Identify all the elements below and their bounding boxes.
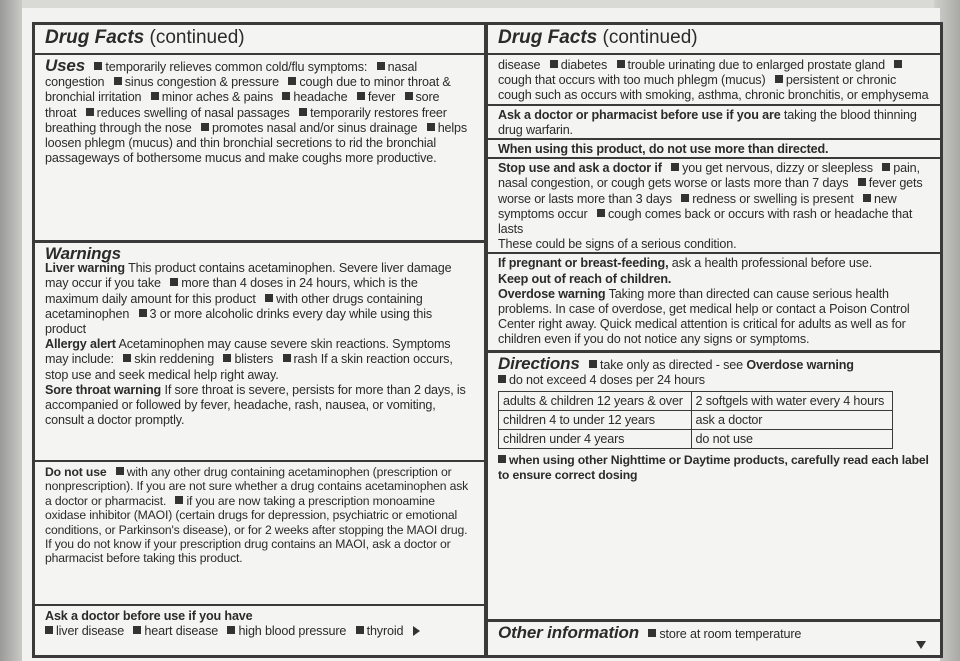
panel-header [488, 25, 940, 55]
box-edge-left [0, 0, 22, 661]
bullet-icon [116, 467, 124, 475]
bullet-icon [175, 496, 183, 504]
bullet-icon [227, 626, 235, 634]
bullet-icon [863, 194, 871, 202]
bullet-icon [617, 60, 625, 68]
ask-pharmacist-section [488, 104, 940, 138]
bullet-icon [671, 163, 679, 171]
table-cell: 2 softgels with water every 4 hours [691, 392, 892, 411]
bullet-icon [357, 92, 365, 100]
ask-doctor-item: thyroid [366, 624, 404, 639]
uses-item: nasal congestion [45, 60, 417, 90]
allergy-item: skin reddening [134, 352, 215, 367]
table-cell: do not use [691, 430, 892, 449]
allergy-alert-tail: If a skin reaction occurs, stop use and seek medical help right away. [45, 352, 453, 382]
sore-throat-title: Sore throat warning [45, 382, 162, 397]
bullet-icon [589, 360, 597, 368]
stop-use-item: cough comes back or occurs with rash or headache that lasts [498, 206, 913, 237]
ask-doctor-item: diabetes [560, 58, 608, 72]
liver-item: with other drugs containing acetaminophen [45, 291, 423, 321]
ask-doctor-section [35, 604, 484, 641]
table-cell: children under 4 years [499, 430, 692, 449]
continue-arrow-icon [413, 626, 420, 636]
bullet-icon [498, 455, 506, 463]
allergy-alert [45, 337, 474, 383]
uses-item: helps loosen phlegm (mucus) and thin bronchial secretions to rid the bronchial passageways of bothersome mucus and make coughs more productive. [45, 120, 468, 166]
bullet-icon [597, 209, 605, 217]
table-row [499, 411, 893, 430]
uses-item: headache [293, 90, 348, 105]
bullet-icon [405, 92, 413, 100]
liver-item: more than 4 doses in 24 hours, which is the maximum daily amount for this product [45, 276, 418, 306]
table-cell: ask a doctor [691, 411, 892, 430]
overdose-title: Overdose warning [498, 286, 606, 301]
bullet-icon [133, 626, 141, 634]
liver-item: 3 or more alcoholic drinks every day while using this product [45, 306, 433, 337]
bullet-icon [498, 375, 506, 383]
pregnancy-text: ask a health professional before use. [671, 256, 873, 271]
directions-item: do not exceed 4 doses per 24 hours [509, 372, 705, 387]
continued-label: (continued) [149, 27, 245, 48]
do-not-use-section [35, 460, 484, 604]
other-information-text: store at room temperature [659, 627, 802, 641]
bullet-icon [94, 62, 102, 70]
bullet-icon [377, 62, 385, 70]
bullet-icon [123, 354, 131, 362]
bullet-icon [858, 178, 866, 186]
bullet-icon [139, 309, 147, 317]
sore-throat-text: If sore throat is severe, persists for more than 2 days, is accompanied or followed by fever, headache, rash, nausea, or vomiting, consult a doctor promptly. [45, 382, 466, 428]
ask-pharmacist-title: Ask a doctor or pharmacist before use if you are [498, 107, 781, 122]
allergy-alert-title: Allergy alert [45, 337, 116, 352]
stop-use-section [488, 157, 940, 252]
ask-doctor-continued [488, 55, 940, 350]
uses-item: fever [367, 90, 396, 105]
continued-label: (continued) [602, 27, 698, 48]
other-information-section [488, 619, 940, 655]
liver-warning-text: This product contains acetaminophen. Severe liver damage may occur if you take [45, 261, 452, 291]
directions-item: take only as directed - see [600, 357, 743, 372]
bullet-icon [283, 354, 291, 362]
uses-item: reduces swelling of nasal passages [96, 105, 290, 120]
when-using-section: When using this product, do not use more than directed. [488, 138, 940, 157]
uses-heading: Uses [45, 56, 86, 75]
bullet-icon [282, 92, 290, 100]
liver-warning [45, 261, 474, 337]
ask-doctor-item: persistent or chronic cough such as occurs with smoking, asthma, chronic bronchitis, or emphysema [498, 73, 929, 103]
uses-item: minor aches & pains [161, 90, 274, 105]
uses-item: sore throat [45, 90, 440, 120]
ask-pharmacist-text: taking the blood thinning drug warfarin. [498, 107, 917, 137]
stop-use-item: pain, nasal congestion, or cough gets worse or lasts more than 7 days [498, 161, 920, 191]
drug-facts-title: Drug Facts [45, 27, 145, 48]
panel-header [35, 25, 484, 55]
drug-facts-panel-right [485, 22, 943, 658]
ask-doctor-title: Ask a doctor before use if you have [45, 609, 253, 623]
pregnancy-title: If pregnant or breast-feeding, [498, 256, 669, 271]
stop-use-title: Stop use and ask a doctor if [498, 161, 662, 176]
directions-section [488, 350, 940, 486]
bullet-icon [299, 108, 307, 116]
stop-use-tail: These could be signs of a serious condition. [498, 237, 737, 252]
do-not-use-item: with any other drug containing acetaminophen (prescription or nonprescription). If you are not sure whether a drug contains acetaminophen ask a doctor or pharmacist. [45, 465, 469, 508]
directions-overdose-ref: Overdose warning [746, 357, 854, 372]
bullet-icon [894, 60, 902, 68]
stop-use-item: redness or swelling is present [692, 191, 854, 206]
bullet-icon [170, 278, 178, 286]
stop-use-item: new symptoms occur [498, 191, 897, 221]
liver-warning-title: Liver warning [45, 261, 125, 276]
bullet-icon [114, 77, 122, 85]
ask-doctor-item: liver disease [56, 624, 125, 639]
stop-use-item: you get nervous, dizzy or sleepless [682, 161, 873, 176]
bullet-icon [775, 75, 783, 83]
ask-doctor-item: high blood pressure [238, 624, 347, 639]
uses-item: temporarily restores freer breathing through the nose [45, 105, 447, 135]
sore-throat-warning [45, 383, 474, 429]
drug-facts-title: Drug Facts [498, 27, 598, 48]
directions-note [498, 453, 930, 483]
uses-item: promotes nasal and/or sinus drainage [212, 120, 418, 135]
pregnancy-section [488, 252, 940, 347]
bullet-icon [648, 629, 656, 637]
uses-section [35, 55, 484, 240]
ask-doctor-item: disease [498, 58, 541, 72]
bullet-icon [427, 123, 435, 131]
uses-lead: temporarily relieves common cold/flu symptoms: [105, 60, 368, 74]
table-row [499, 392, 893, 411]
bullet-icon [151, 92, 159, 100]
bullet-icon [550, 60, 558, 68]
allergy-item: rash [293, 352, 318, 367]
bullet-icon [288, 77, 296, 85]
bullet-icon [882, 163, 890, 171]
bullet-icon [356, 626, 364, 634]
warnings-heading: Warnings [45, 244, 121, 263]
uses-item: sinus congestion & pressure [124, 75, 279, 90]
do-not-use-title: Do not use [45, 465, 107, 479]
ask-doctor-item: trouble urinating due to enlarged prostate gland [627, 58, 885, 72]
table-cell: adults & children 12 years & over [499, 392, 692, 411]
dosage-table [498, 391, 893, 449]
continue-arrow-icon [916, 641, 926, 649]
directions-heading: Directions [498, 353, 580, 373]
do-not-use-item: if you are now taking a prescription monoamine oxidase inhibitor (MAOI) (certain drugs for depression, psychiatric or emotional conditions, or Parkinson's disease), or for 2 weeks after stopping the MAOI drug. If you do not know if your prescription drug contains an MAOI, ask a doctor or pharmacist before taking this product. [45, 493, 468, 566]
uses-item: cough due to minor throat & bronchial irritation [45, 75, 451, 105]
directions-note-text: when using other Nighttime or Daytime products, carefully read each label to ensure correct dosing [498, 453, 929, 483]
other-information-heading: Other information [498, 623, 640, 642]
bullet-icon [201, 123, 209, 131]
bullet-icon [265, 294, 273, 302]
bullet-icon [86, 108, 94, 116]
allergy-item: blisters [234, 352, 274, 367]
warnings-section [35, 240, 484, 460]
ask-doctor-item: cough that occurs with too much phlegm (mucus) [498, 73, 766, 88]
table-row [499, 430, 893, 449]
bullet-icon [223, 354, 231, 362]
overdose-text: Taking more than directed can cause serious health problems. In case of overdose, get medical help or contact a Poison Control Center right away. Quick medical attention is critical for adults as well as for children even if you do not notice any signs or symptoms. [498, 286, 910, 347]
drug-facts-label [22, 8, 940, 661]
ask-doctor-items [45, 624, 474, 639]
table-cell: children 4 to under 12 years [499, 411, 692, 430]
bullet-icon [45, 626, 53, 634]
drug-facts-panel-left [32, 22, 487, 658]
bullet-icon [681, 194, 689, 202]
keep-out-of-reach: Keep out of reach of children. [498, 271, 672, 286]
stop-use-item: fever gets worse or lasts more than 3 days [498, 176, 923, 206]
ask-doctor-item: heart disease [144, 624, 219, 639]
allergy-alert-text: Acetaminophen may cause severe skin reactions. Symptoms may include: [45, 337, 451, 367]
